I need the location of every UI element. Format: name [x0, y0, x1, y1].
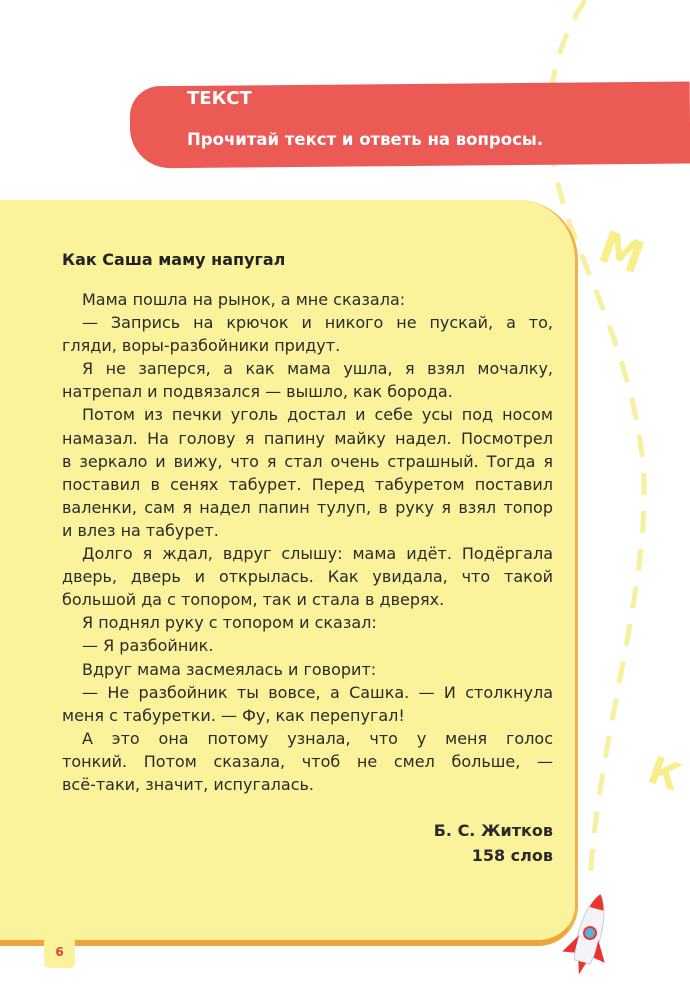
story-title: Как Саша маму напугал	[62, 250, 286, 269]
story-line: — Не разбойник ты вовсе, а Сашка. — И столкнула	[82, 682, 553, 702]
story-line: гляди, воры-разбойники придут.	[62, 336, 341, 356]
author-block	[434, 818, 553, 868]
story-text	[62, 288, 553, 796]
story-line: намазал. На голову я папину майку надел. Посмотрел	[62, 428, 553, 448]
story-line: и влез на табурет.	[62, 520, 219, 540]
svg-text:М: М	[592, 221, 651, 285]
instruction-text: Прочитай текст и ответь на вопросы.	[187, 130, 544, 149]
story-line: Вдруг мама засмеялась и говорит:	[82, 659, 377, 679]
page-number: 6	[44, 937, 75, 968]
story-line: Мама пошла на рынок, а мне сказала:	[82, 290, 406, 309]
story-line: Долго я ждал, вдруг слышу: мама идёт. Подёргала	[82, 544, 553, 564]
story-line: дверь, дверь и открылась. Как увидала, что такой	[62, 567, 553, 587]
svg-text:К: К	[642, 747, 687, 800]
story-line: тонкий. Потом сказала, чтоб не смел больше, —	[62, 751, 553, 771]
story-line: — Запрись на крючок и никого не пускай, а то,	[82, 313, 553, 333]
story-line: всё-таки, значит, испугалась.	[62, 774, 314, 794]
section-label: ТЕКСТ	[187, 88, 252, 109]
story-line: в зеркало и вижу, что я стал очень страшный. Тогда я	[62, 451, 553, 471]
story-line: большой да с топором, так и стала в дверях.	[62, 590, 445, 610]
author-name: Б. С. Житков	[433, 821, 553, 840]
story-line: А это она потому узнала, что у меня голос	[82, 728, 553, 748]
story-line: — Я разбойник.	[82, 636, 214, 656]
story-line: Потом из печки уголь достал и себе усы под носом	[82, 405, 553, 425]
story-line: натрепал и подвязался — вышло, как борода.	[62, 382, 453, 402]
story-line: Я не заперся, а как мама ушла, я взял мочалку,	[82, 359, 553, 379]
story-line: валенки, сам я надел папин тулуп, в руку я взял топор	[62, 497, 553, 517]
story-line: меня с табуретки. — Фу, как перепугал!	[62, 705, 405, 725]
story-line: поставил в сенях табурет. Перед табуретом поставил	[62, 474, 553, 494]
word-count: 158 слов	[471, 846, 553, 865]
rocket-icon	[560, 888, 620, 978]
story-line: Я поднял руку с топором и сказал:	[82, 613, 377, 633]
